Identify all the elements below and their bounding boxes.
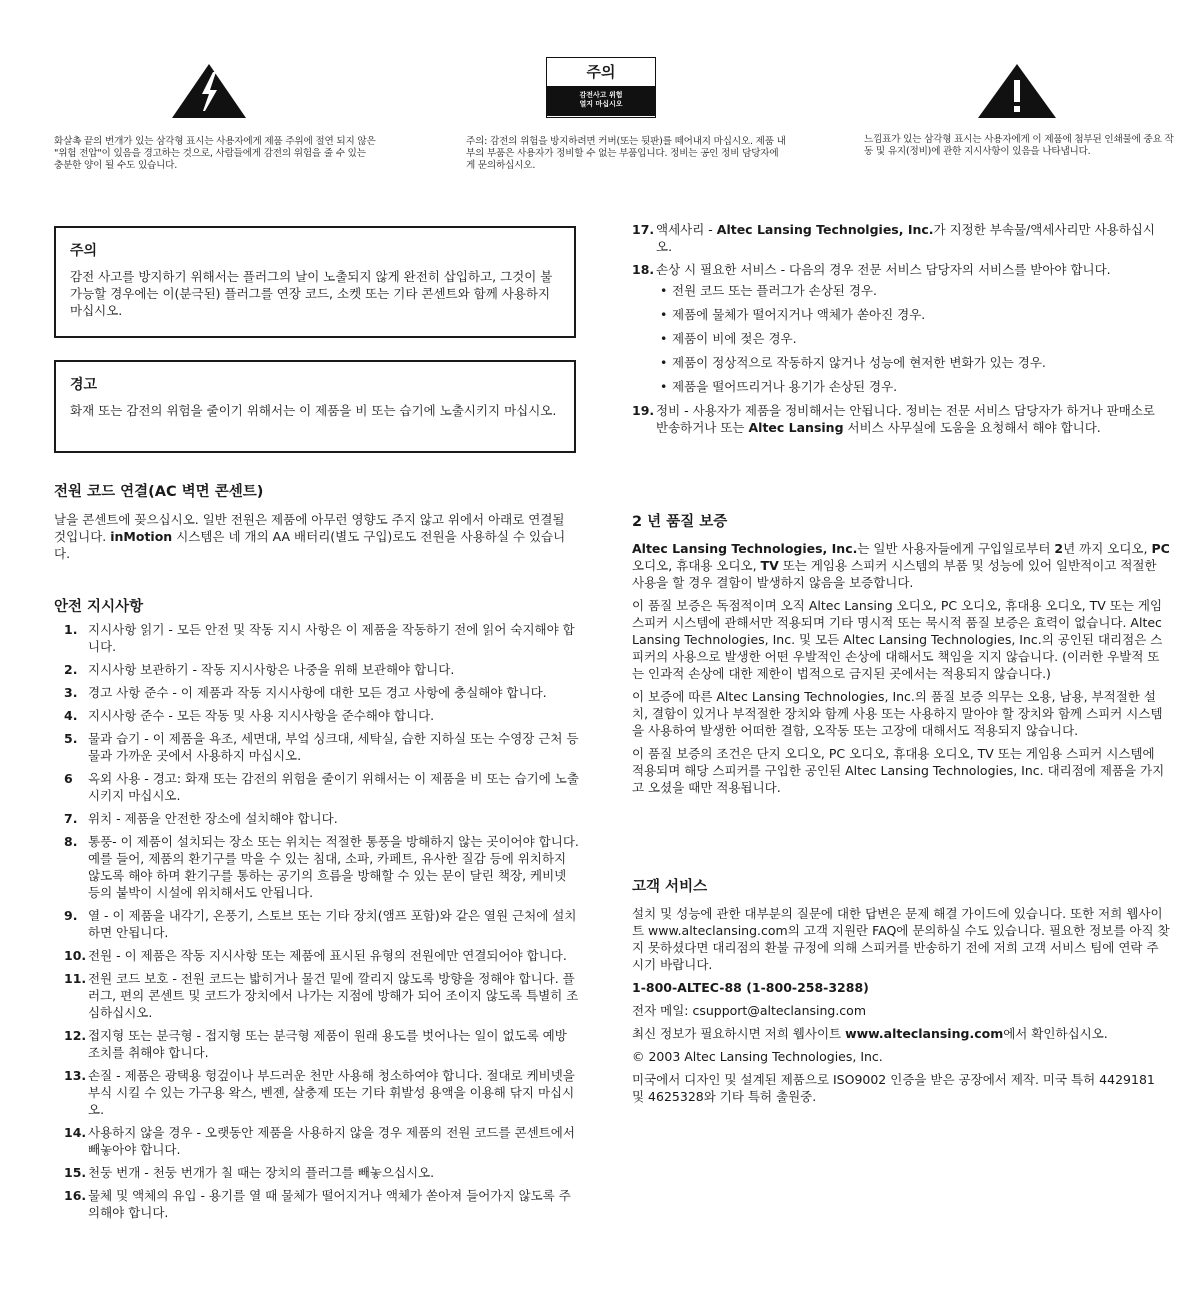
caution-label-title: 주의 [586, 63, 616, 81]
item18-bullet: • 제품이 비에 젖은 경우. [656, 330, 1166, 347]
warning-box-text: 화재 또는 감전의 위험을 줄이기 위해서는 이 제품을 비 또는 습기에 노출시키지 마십시오. [70, 403, 557, 418]
safety-item-text: 전원 코드 보호 - 전원 코드는 밟히거나 물건 밑에 깔리지 않도록 방향을 정해야 합니다. 플러그, 편의 콘센트 및 코드가 장치에서 나가는 지점에 방해가 되어 조이지 않도록 특별히 조심하십시오. [88, 971, 579, 1020]
safety-item-number: 17. [632, 222, 655, 237]
safety-list-left [64, 621, 580, 1227]
item18-bullet: • 제품이 정상적으로 작동하지 않거나 성능에 현저한 변화가 있는 경우. [656, 354, 1166, 371]
warranty-p1-d: 년 까지 오디오, [1063, 541, 1152, 556]
warranty-p1-h: 또는 게임용 스피커 시스템의 부품 및 성능에 있어 일반적이고 적절한 사용을 할 경우 결함이 발생하지 않음을 보증합니다. [632, 558, 1157, 590]
safety-item-text: 통풍- 이 제품이 설치되는 장소 또는 위치는 적절한 통풍을 방해하지 않는 곳이어야 합니다. 예를 들어, 제품의 환기구를 막을 수 있는 침대, 소파, 카페트, 유사한 질감 등에 위치하지 않도록 해야 하며 환기구를 통하는 공기의 흐름을 방해할 수 있는 문이 달린 책장, 케비넷 등의 붙박이 시설에 위치해서도 안됩니다. [88, 834, 579, 900]
safety-item-number: 14. [64, 1125, 87, 1140]
safety-item [64, 684, 580, 701]
safety-item [632, 261, 1166, 395]
safety-item-number: 18. [632, 262, 655, 277]
email-label: 전자 메일: [632, 1003, 693, 1018]
safety-item [64, 810, 580, 827]
safety-item-text-a: 액세사리 - [656, 222, 717, 237]
safety-item [64, 1027, 580, 1061]
safety-item [632, 402, 1166, 436]
safety-item [64, 947, 580, 964]
safety-item-brand: Altec Lansing Technolgies, Inc. [716, 222, 934, 237]
safety-item [64, 833, 580, 901]
copyright: © 2003 Altec Lansing Technologies, Inc. [632, 1049, 883, 1064]
safety-item-number: 9. [64, 908, 78, 923]
safety-item-number: 6 [64, 771, 73, 786]
safety-item-text: 지시사항 준수 - 모든 작동 및 사용 지시사항을 준수해야 합니다. [88, 708, 435, 723]
caution-label-line2: 열지 마십시오 [579, 100, 623, 108]
power-cord-text-b: 시스템은 네 개의 AA 배터리(별도 구입)로도 전원을 사용하실 수 있습니다. [54, 529, 566, 561]
safety-heading: 안전 지시사항 [54, 599, 144, 615]
safety-item-number: 15. [64, 1165, 87, 1180]
warranty-body [632, 540, 1170, 802]
warranty-p1-a: Altec Lansing Technologies, Inc. [632, 541, 858, 556]
safety-item [64, 707, 580, 724]
safety-list-right [632, 221, 1166, 442]
power-cord-brand: inMotion [110, 529, 173, 544]
item18-bullet: • 전원 코드 또는 플러그가 손상된 경우. [656, 282, 1166, 299]
safety-item-number: 11. [64, 971, 87, 986]
safety-item-number: 3. [64, 685, 78, 700]
safety-item [64, 1187, 580, 1221]
latest-after: 에서 확인하십시오. [1003, 1026, 1108, 1041]
warranty-p2: 이 품질 보증은 독점적이며 오직 Altec Lansing 오디오, PC 오디오, 휴대용 오디오, TV 또는 게임 스피커 시스템에 관해서만 적용되며 기타 명시적 또는 묵시적 품질 보증은 효력이 없습니다. Altec Lansing Technologies, Inc. 및 모든 Altec Lansing Technologies, Inc.의 공인된 대리점은 스피커의 사용으로 발생한 어떤 우발적인 손상에 대해서도 책임을 지지 않습니다. (이러한 우발적 또는 인과적 손상에 대한 제한이 법적으로 금지된 곳에서는 적용되지 않습니다.) [632, 598, 1163, 681]
item18-bullet: • 제품을 떨어뜨리거나 용기가 손상된 경우. [656, 378, 1166, 395]
caution-label-description: 주의: 감전의 위험을 방지하려면 커버(또는 뒷판)를 떼어내지 마십시오. 제품 내부의 부품은 사용자가 정비할 수 없는 부품입니다. 정비는 공인 정비 담당자에게 문의하십시오. [466, 136, 786, 171]
safety-item-text [656, 222, 1155, 254]
latest-before: 최신 정보가 필요하시면 저희 웹사이트 [632, 1026, 846, 1041]
safety-item [64, 1164, 580, 1181]
safety-item [64, 907, 580, 941]
safety-item-number: 10. [64, 948, 87, 963]
caution-box-title: 주의 [70, 243, 98, 259]
safety-item-number: 7. [64, 811, 78, 826]
warranty-p1 [632, 540, 1170, 591]
safety-item-brand: Altec Lansing [748, 420, 844, 435]
safety-item-number: 4. [64, 708, 78, 723]
safety-item-text-a: 손상 시 필요한 서비스 - 다음의 경우 전문 서비스 담당자의 서비스를 받아야 합니다. [656, 262, 1111, 277]
warranty-p1-c: 2 [1054, 541, 1064, 556]
warranty-p1-e: PC [1151, 541, 1170, 556]
safety-item-text: 사용하지 않을 경우 - 오랫동안 제품을 사용하지 않을 경우 제품의 전원 코드를 콘센트에서 빼놓아야 합니다. [88, 1125, 575, 1157]
caution-box [54, 226, 576, 338]
safety-item-text: 물체 및 액체의 유입 - 용기를 열 때 물체가 떨어지거나 액체가 쏟아져 들어가지 않도록 주의해야 합니다. [88, 1188, 571, 1220]
exclamation-symbol-description: 느낌표가 있는 삼각형 표시는 사용자에게 이 제품에 첨부된 인쇄물에 중요 작동 및 유지(정비)에 관한 지시사항이 있음을 나타냅니다. [864, 134, 1174, 157]
item18-bullet-list [656, 282, 1166, 395]
customer-service-p1: 설치 및 성능에 관한 대부분의 질문에 대한 답변은 문제 해결 가이드에 있습니다. 또한 저희 웹사이트 www.alteclansing.com의 고객 지원란 FAQ에 문의하실 수도 있습니다. 필요한 정보를 아직 찾지 못하셨다면 대리점의 환불 규정에 의해 스피커를 반송하기 전에 저희 고객 서비스 팀에 연락 주시기 바랍니다. [632, 906, 1170, 972]
safety-item-text [656, 403, 1155, 435]
safety-item-text-b: 서비스 사무실에 도움을 요청해서 해야 합니다. [843, 420, 1101, 435]
warning-box-title: 경고 [70, 377, 98, 393]
safety-item [64, 970, 580, 1021]
customer-service-heading: 고객 서비스 [632, 879, 708, 895]
power-cord-heading: 전원 코드 연결(AC 벽면 콘센트) [54, 484, 264, 500]
safety-item-number: 13. [64, 1068, 87, 1083]
safety-item-text: 옥외 사용 - 경고: 화재 또는 감전의 위험을 줄이기 위해서는 이 제품을 비 또는 습기에 노출시키지 마십시오. [88, 771, 579, 803]
warranty-p1-g: TV [760, 558, 779, 573]
safety-item-number: 5. [64, 731, 78, 746]
safety-item-text: 경고 사항 준수 - 이 제품과 작동 지시사항에 대한 모든 경고 사항에 충실해야 합니다. [88, 685, 547, 700]
caution-box-text: 감전 사고를 방지하기 위해서는 플러그의 날이 노출되지 않게 완전히 삽입하고, 그것이 불가능할 경우에는 이(분극된) 플러그를 연장 코드, 소켓 또는 기타 콘센트와 함께 사용하지 마십시오. [70, 269, 553, 318]
safety-item-text-b: 가 지정한 부속물/액세사리만 사용하십시오. [656, 222, 1155, 254]
power-cord-text [54, 511, 578, 562]
warranty-p1-f: 오디오, 휴대용 오디오, [632, 558, 761, 573]
safety-item [64, 730, 580, 764]
safety-item-text: 천둥 번개 - 천둥 번개가 칠 때는 장치의 플러그를 빼놓으십시오. [88, 1165, 435, 1180]
safety-item [64, 621, 580, 655]
warning-box [54, 360, 576, 453]
warranty-heading: 2 년 품질 보증 [632, 514, 728, 530]
safety-item-text: 물과 습기 - 이 제품을 욕조, 세면대, 부엌 싱크대, 세탁실, 습한 지하실 또는 수영장 근처 등 물과 가까운 곳에서 사용하지 마십시오. [88, 731, 579, 763]
customer-service-phone: 1-800-ALTEC-88 (1-800-258-3288) [632, 980, 869, 995]
warranty-p1-b: 는 일반 사용자들에게 구입일로부터 [857, 541, 1055, 556]
customer-service-latest [632, 1025, 1170, 1042]
lightning-symbol-description: 화살촉 끝의 번개가 있는 삼각형 표시는 사용자에게 제품 주위에 절연 되지 않은 "위험 전압"이 있음을 경고하는 것으로, 사람들에게 감전의 위험을 줄 수 있는 충분한 양이 될 수도 있습니다. [54, 136, 376, 171]
safety-item-number: 8. [64, 834, 78, 849]
lightning-triangle-icon [172, 64, 246, 118]
caution-label-line1: 감전사고 위험 [579, 91, 623, 99]
safety-item [64, 1067, 580, 1118]
safety-item-text: 전원 - 이 제품은 작동 지시사항 또는 제품에 표시된 유형의 전원에만 연결되어야 합니다. [88, 948, 567, 963]
safety-item-number: 16. [64, 1188, 87, 1203]
caution-label-body [547, 86, 655, 116]
safety-item-text-a: 정비 - 사용자가 제품을 정비해서는 안됩니다. 정비는 전문 서비스 담당자가 하거나 판매소로 반송하거나 또는 [656, 403, 1155, 435]
safety-item-number: 1. [64, 622, 78, 637]
patent-note: 미국에서 디자인 및 설계된 제품으로 ISO9002 인증을 받은 공장에서 제작. 미국 특허 4429181 및 4625328와 기타 특허 출원중. [632, 1072, 1155, 1104]
item18-bullet: • 제품에 물체가 떨어지거나 액체가 쏟아진 경우. [656, 306, 1166, 323]
safety-item-text: 위치 - 제품을 안전한 장소에 설치해야 합니다. [88, 811, 338, 826]
safety-item [632, 221, 1166, 255]
safety-item-text: 접지형 또는 분극형 - 접지형 또는 분극형 제품이 원래 용도를 벗어나는 일이 없도록 예방 조치를 취해야 합니다. [88, 1028, 567, 1060]
safety-item-number: 12. [64, 1028, 87, 1043]
safety-item-text: 손질 - 제품은 광택용 헝겊이나 부드러운 천만 사용해 청소하여야 합니다. 절대로 케비넷을 부식 시킬 수 있는 가구용 왁스, 벤젠, 살충제 또는 기타 휘발성 용액을 이용해 닦지 마십시오. [88, 1068, 575, 1117]
caution-label [546, 57, 656, 118]
exclamation-triangle-icon [978, 64, 1056, 118]
safety-item [64, 770, 580, 804]
power-cord-text-a: 날을 콘센트에 꽂으십시오. 일반 전원은 제품에 아무런 영향도 주지 않고 위에서 아래로 연결될 것입니다. [54, 512, 565, 544]
website-link[interactable]: www.alteclansing.com [845, 1026, 1004, 1041]
safety-item-text: 지시사항 보관하기 - 작동 지시사항은 나중을 위해 보관해야 합니다. [88, 662, 455, 677]
customer-service-email-line [632, 1002, 1170, 1019]
safety-item [64, 661, 580, 678]
email-address[interactable]: csupport@alteclansing.com [692, 1003, 866, 1018]
safety-item-number: 19. [632, 403, 655, 418]
safety-item-number: 2. [64, 662, 78, 677]
customer-service-body [632, 905, 1170, 1111]
safety-item-text: 지시사항 읽기 - 모든 안전 및 작동 지시 사항은 이 제품을 작동하기 전에 읽어 숙지해야 합니다. [88, 622, 575, 654]
safety-item [64, 1124, 580, 1158]
warranty-p3: 이 보증에 따른 Altec Lansing Technologies, Inc.의 품질 보증 의무는 오용, 남용, 부적절한 설치, 결함이 있거나 부적절한 장치와 함께 사용 또는 사용하지 말아야 할 장치와 함께 스피커 시스템을 사용하여 발생한 어떠한 결함, 오작동 또는 고장에 대해서도 적용되지 않습니다. [632, 689, 1163, 738]
safety-item-text: 열 - 이 제품을 내각기, 온풍기, 스토브 또는 기타 장치(앰프 포함)와 같은 열원 근처에 설치하면 안됩니다. [88, 908, 577, 940]
safety-item-text [656, 262, 1111, 277]
warranty-p4: 이 품질 보증의 조건은 단지 오디오, PC 오디오, 휴대용 오디오, TV 또는 게임용 스피커 시스템에 적용되며 해당 스피커를 구입한 공인된 Altec Lansing Technologies, Inc. 대리점에 제품을 가지고 오셨을 때만 적용됩니다. [632, 746, 1165, 795]
